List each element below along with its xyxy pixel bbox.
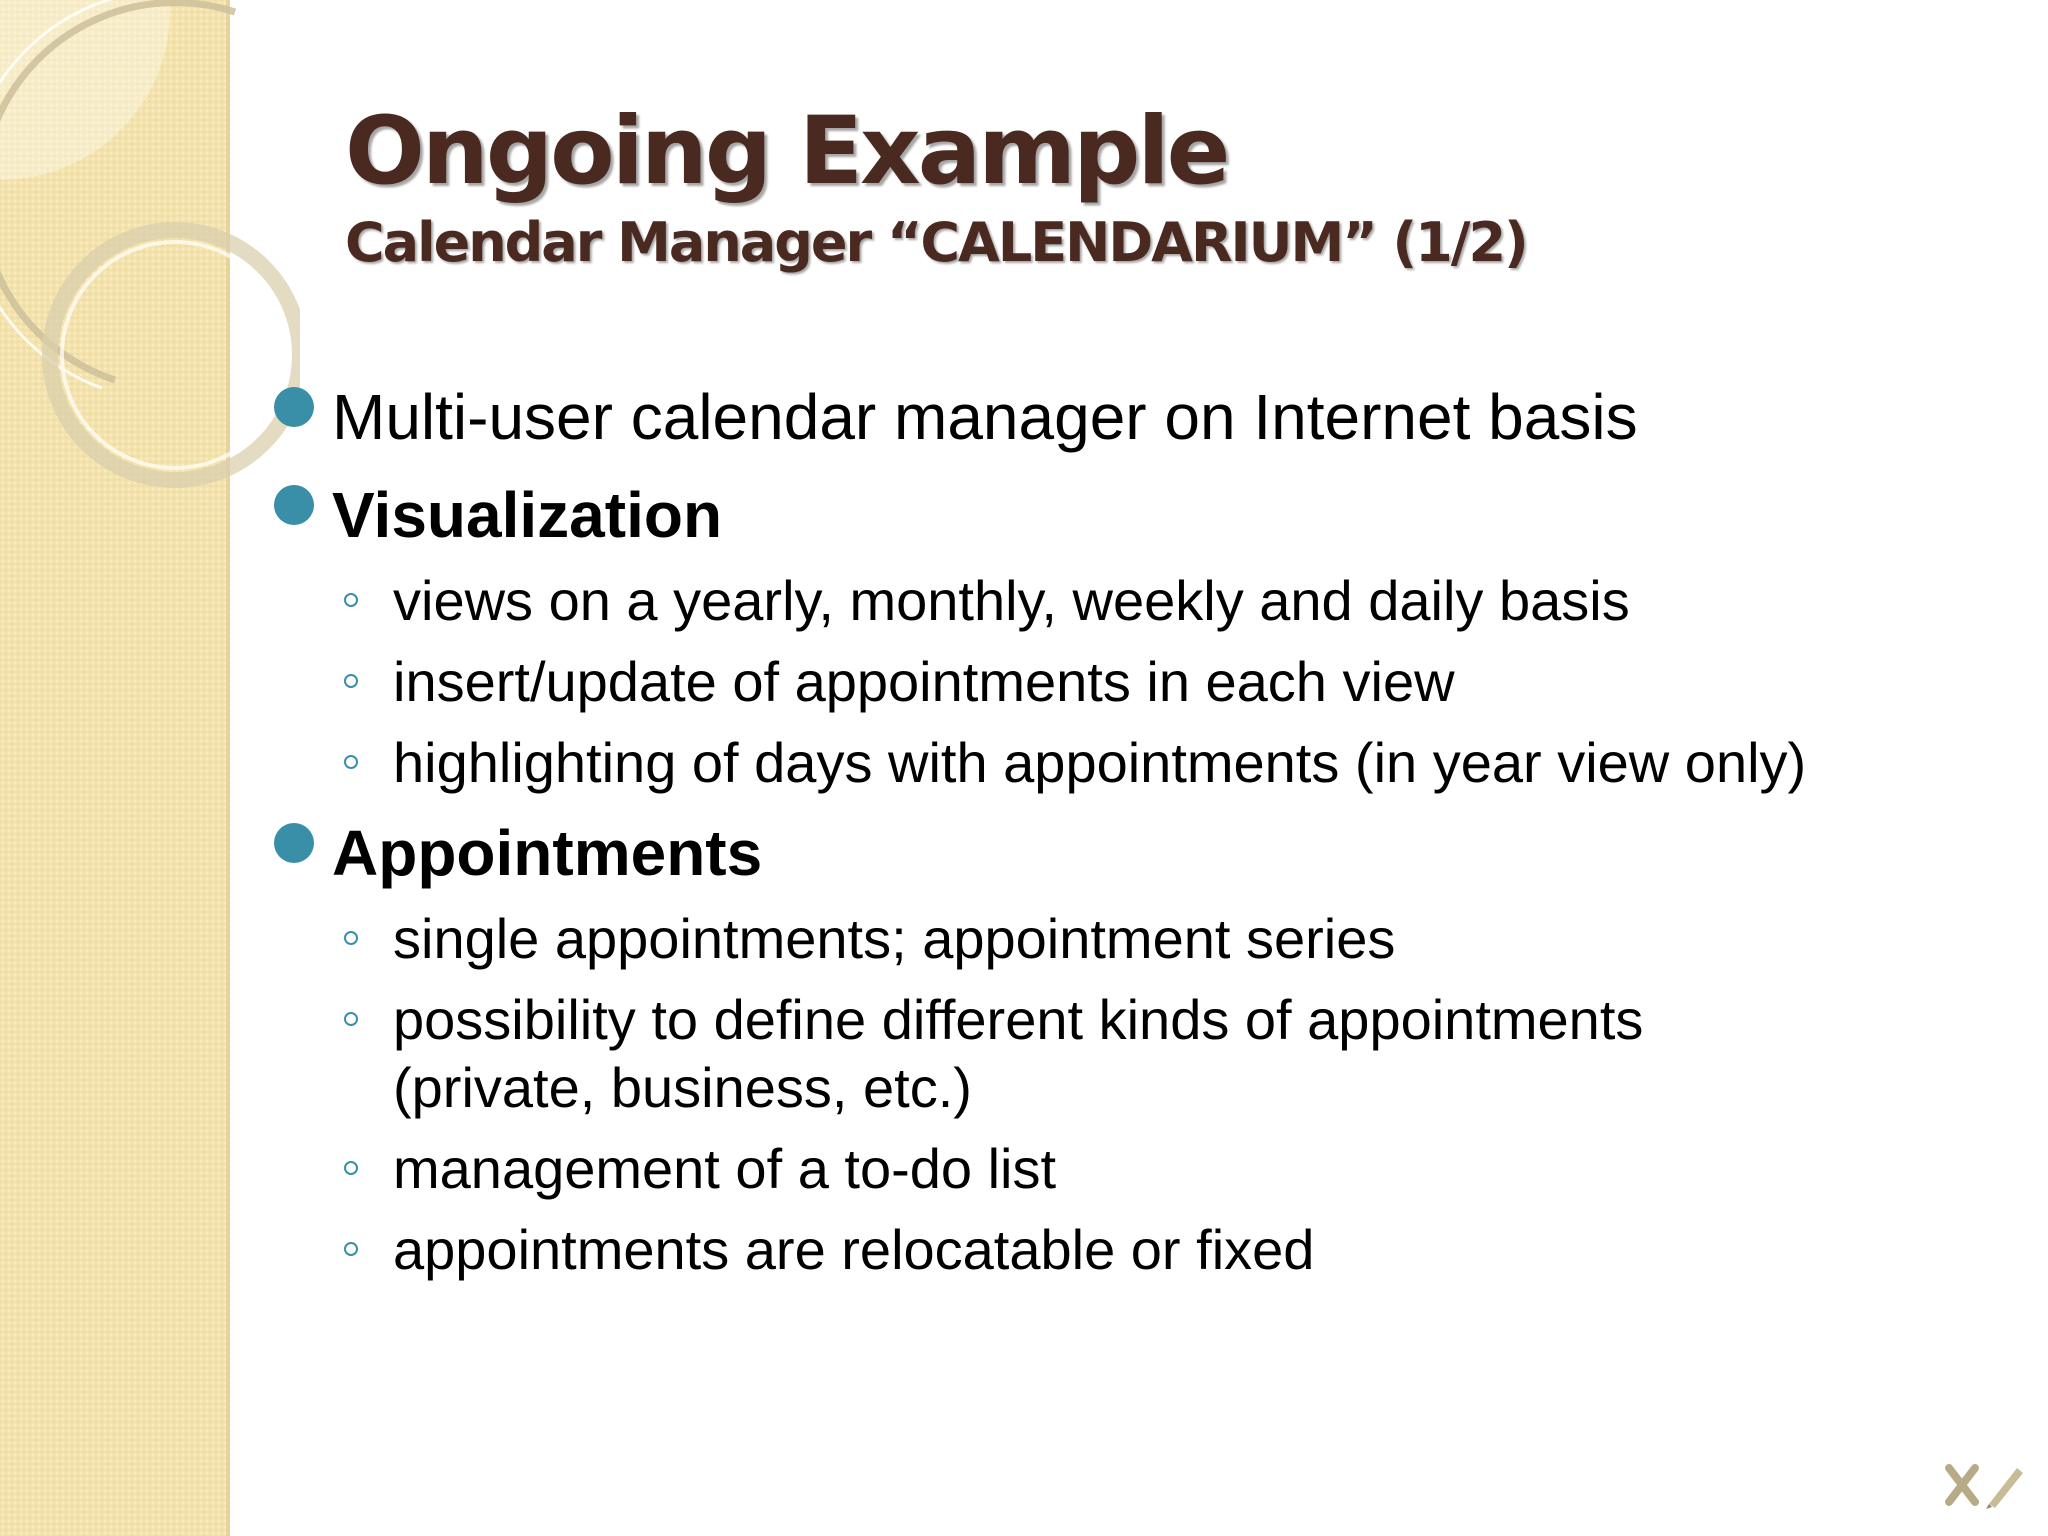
x-pencil-logo-icon <box>1945 1458 2025 1510</box>
bullet-list <box>270 375 2010 1284</box>
sub-bullet-item <box>270 1135 2010 1203</box>
sub-bullet-item <box>270 729 2010 797</box>
bullet-dot-icon <box>274 823 314 863</box>
sub-bullet-ring-icon <box>344 593 358 607</box>
sub-bullet-text: appointments are relocatable or fixed <box>393 1218 1315 1281</box>
sub-bullet-item <box>270 986 2010 1122</box>
sub-bullet-ring-icon <box>344 931 358 945</box>
sub-bullet-text: highlighting of days with appointments (in year view only) <box>393 731 1807 794</box>
sub-bullet-text: management of a to-do list <box>393 1137 1057 1200</box>
bullet-text: Appointments <box>332 817 763 889</box>
slide-subtitle: Calendar Manager “CALENDARIUM” (1/2) <box>345 211 1527 275</box>
sub-bullet-item <box>270 567 2010 635</box>
sub-bullet-text: insert/update of appointments in each view <box>393 650 1455 713</box>
title-block <box>345 97 1945 276</box>
slide-title: Ongoing Example <box>345 97 1228 206</box>
sub-bullet-text-continued: (private, business, etc.) <box>393 1056 972 1119</box>
sub-bullet-item <box>270 1216 2010 1284</box>
bullet-dot-icon <box>274 485 314 525</box>
bullet-text: Visualization <box>332 479 723 551</box>
sub-bullet-item <box>270 648 2010 716</box>
bullet-dot-icon <box>274 387 314 427</box>
sub-bullet-ring-icon <box>344 674 358 688</box>
bullet-item <box>270 811 2010 895</box>
sub-bullet-text: single appointments; appointment series <box>393 907 1396 970</box>
sub-bullet-item <box>270 905 2010 973</box>
bullet-item <box>270 473 2010 557</box>
sub-bullet-ring-icon <box>344 1161 358 1175</box>
sub-bullet-ring-icon <box>344 1242 358 1256</box>
sub-bullet-text: possibility to define different kinds of appointments <box>393 988 1644 1051</box>
bullet-text: Multi-user calendar manager on Internet basis <box>332 381 1638 453</box>
sub-bullet-text: views on a yearly, monthly, weekly and daily basis <box>393 569 1630 632</box>
sub-bullet-ring-icon <box>344 1012 358 1026</box>
bullet-item <box>270 375 2010 459</box>
sub-bullet-ring-icon <box>344 755 358 769</box>
decorative-rings-icon <box>0 0 300 520</box>
